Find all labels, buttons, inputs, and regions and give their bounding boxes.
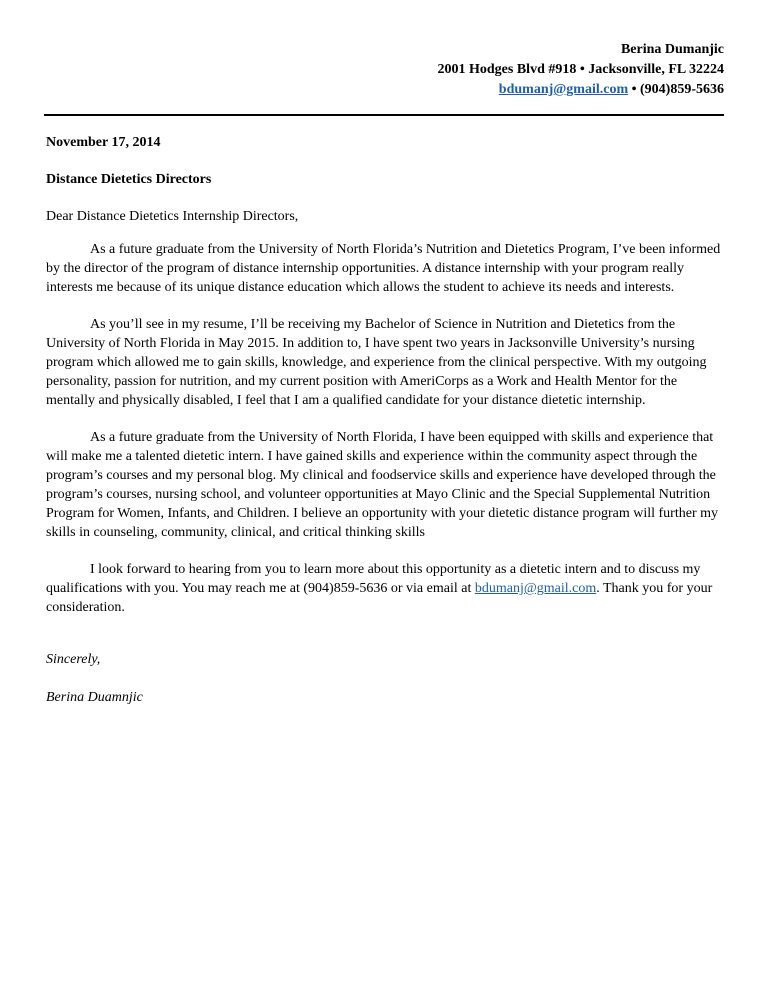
sender-name: Berina Dumanjic: [620, 42, 724, 57]
letter-date: November 17, 2014: [46, 135, 161, 150]
letter-salutation: Dear Distance Dietetics Internship Directors,: [46, 209, 299, 224]
sender-address: 2001 Hodges Blvd #918 • Jacksonville, FL 32224: [437, 62, 724, 77]
sender-phone: • (904)859-5636: [628, 82, 724, 97]
paragraph-4-text: I look forward to hearing from you to learn more about this opportunity as a dietetic intern and to discuss my qualifications with you. You may reach me at (904)859-5636 or via email at: [46, 562, 701, 596]
sender-email-link[interactable]: bdumanj@gmail.com: [498, 82, 629, 97]
letter-signature: Berina Duamnjic: [46, 690, 143, 705]
letter-closing: Sincerely,: [46, 652, 101, 667]
sender-contact: [438, 80, 725, 100]
paragraph-4-end: . Thank you for your consideration.: [46, 581, 713, 615]
paragraph-3: As a future graduate from the University of North Florida, I have been equipped with skills and experience that will make me a talented dietetic intern. I have gained skills and experience within the community aspect through the program’s courses and my personal blog. My clinical and foodservice skills and experience have developed through the program’s courses, nursing school, and volunteer opportunities at Mayo Clinic and the Special Supplemental Nutrition Program for Women, Infants, and Children. I believe an opportunity with your dietetic distance program will further my skills in counseling, community, clinical, and critical thinking skills: [46, 430, 718, 540]
letterhead: [438, 40, 725, 100]
paragraph-1: As a future graduate from the University of North Florida’s Nutrition and Dietetics Program, I’ve been informed by the director of the program of distance internship opportunities. A distance internship with your program really interests me because of its unique distance education which allows the student to achieve its needs and interests.: [46, 242, 721, 295]
body-email-link[interactable]: bdumanj@gmail.com: [474, 581, 597, 596]
header-divider: [44, 114, 724, 116]
paragraph-4: [46, 560, 724, 617]
paragraph-2: As you’ll see in my resume, I’ll be receiving my Bachelor of Science in Nutrition and Dietetics from the University of North Florida in May 2015. In addition to, I have spent two years in Jacksonville University’s nursing program which allowed me to gain skills, knowledge, and experience from the clinical perspective. With my outgoing personality, passion for nutrition, and my current position with AmeriCorps as a Work and Health Mentor for the mentally and physically disabled, I feel that I am a qualified candidate for your distance dietetic internship.: [46, 317, 707, 408]
letter-body: [46, 133, 724, 707]
letter-recipient: Distance Dietetics Directors: [46, 172, 212, 187]
